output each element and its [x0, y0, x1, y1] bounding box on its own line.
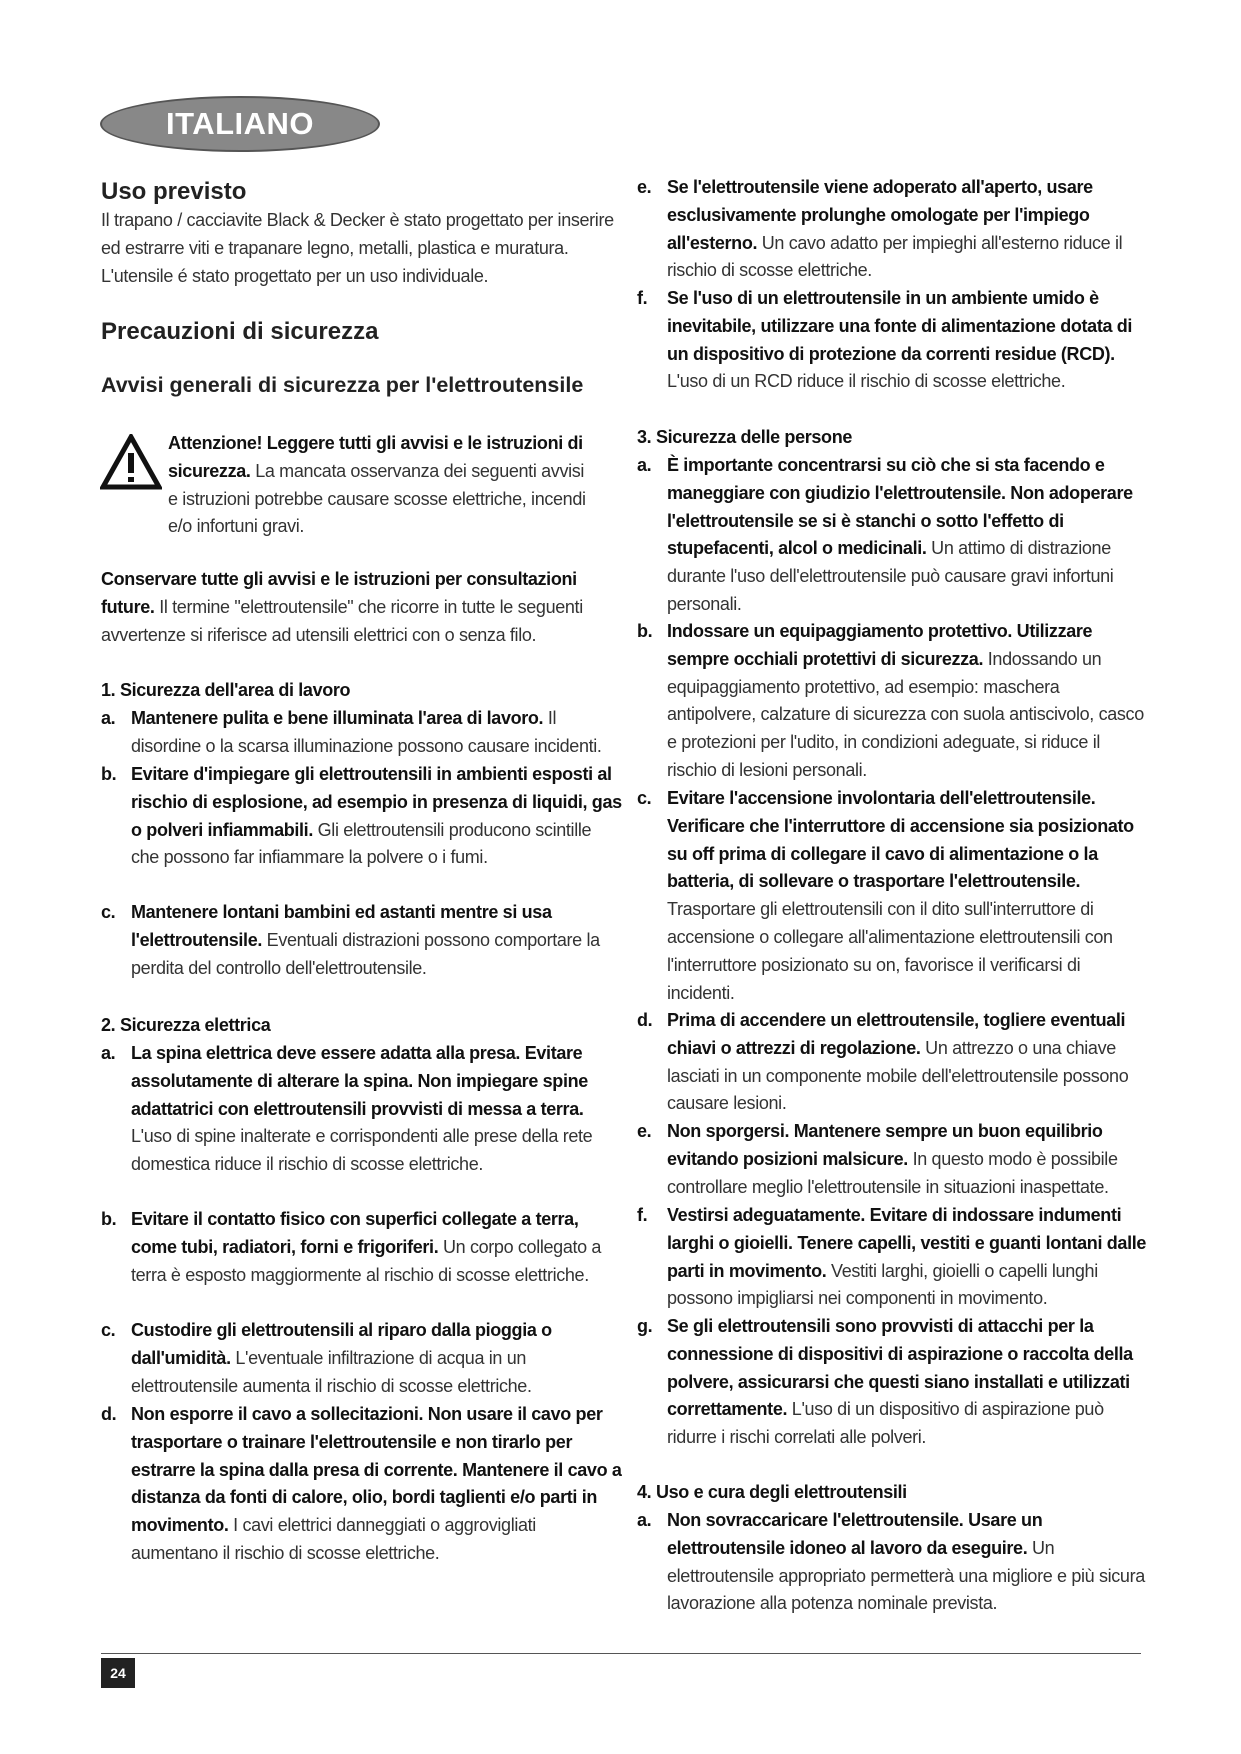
item-text: Eventuali distrazioni possono comportare la perdita del controllo dell'elettroutensile. — [131, 929, 600, 978]
safety-heading: Precauzioni di sicurezza — [101, 318, 379, 345]
item-bold: Indossare un equipaggiamento protettivo. Utilizzare sempre occhiali protettivi di sicurezza. — [667, 621, 1093, 669]
language-tab-label: ITALIANO — [165, 106, 315, 141]
section-2-title: 2. Sicurezza elettrica — [101, 1015, 271, 1035]
item-text: Vestiti larghi, gioielli o capelli lunghi possono impigliarsi nei componenti in movimento. — [667, 1260, 1098, 1309]
list-item — [637, 785, 1149, 1007]
item-text: Un elettroutensile appropriato permetterà una migliore e più sicura lavorazione alla potenza nominale prevista. — [667, 1537, 1145, 1614]
section-3-title: 3. Sicurezza delle persone — [637, 427, 852, 447]
item-label: b. — [101, 764, 117, 784]
section-4-title: 4. Uso e cura degli elettroutensili — [637, 1482, 907, 1502]
item-text: L'eventuale infiltrazione di acqua in un elettroutensile aumenta il rischio di scosse elettriche. — [131, 1347, 532, 1396]
list-item — [637, 1118, 1149, 1201]
safety-subheading: Avvisi generali di sicurezza per l'elettroutensile — [101, 373, 584, 397]
item-label: b. — [101, 1209, 117, 1229]
item-text: Un attrezzo o una chiave lasciati in un componente mobile dell'elettroutensile possono causare lesioni. — [667, 1037, 1129, 1114]
item-label: a. — [101, 1043, 116, 1063]
language-tab — [100, 96, 380, 152]
page-number: 24 — [101, 1658, 135, 1688]
item-text: L'uso di un RCD riduce il rischio di scosse elettriche. — [667, 371, 1066, 392]
item-text: I cavi elettrici danneggiati o aggrovigliati aumentano il rischio di scosse elettriche. — [131, 1515, 536, 1563]
list-item — [101, 705, 623, 761]
item-bold: Se l'uso di un elettroutensile in un ambiente umido è inevitabile, utilizzare una fonte di alimentazione dotata di un dispositivo di protezione da correnti residue (RCD). — [667, 288, 1133, 364]
list-item — [637, 1202, 1149, 1313]
item-text: Un attimo di distrazione durante l'uso dell'elettroutensile può causare gravi infortuni personali. — [667, 538, 1114, 614]
item-bold: Vestirsi adeguatamente. Evitare di indossare indumenti larghi o gioielli. Tenere capelli, vestiti e guanti lontani dalle parti in movimento. — [667, 1205, 1147, 1281]
list-item — [637, 452, 1149, 619]
item-bold: Se gli elettroutensili sono provvisti di attacchi per la connessione di dispositivi di aspirazione o raccolta della polvere, assicurarsi che questi siano installati e utilizzati correttamente. — [667, 1316, 1133, 1420]
intended-use-heading: Uso previsto — [101, 178, 247, 205]
item-label: c. — [101, 1320, 116, 1340]
item-label: c. — [101, 902, 116, 922]
item-text: Un cavo adatto per impieghi all'esterno riduce il rischio di scosse elettriche. — [667, 232, 1123, 281]
item-text: L'uso di spine inalterate e corrispondenti alle prese della rete domestica riduce il rischio di scosse elettriche. — [131, 1126, 593, 1175]
list-item — [637, 618, 1149, 785]
item-label: d. — [637, 1010, 653, 1030]
item-label: e. — [637, 177, 652, 197]
keep-instructions-bold: Conservare tutte gli avvisi e le istruzioni per consultazioni future. — [101, 569, 577, 617]
item-bold: Mantenere lontani bambini ed astanti mentre si usa l'elettroutensile. — [131, 902, 552, 950]
item-bold: Evitare d'impiegare gli elettroutensili in ambienti esposti al rischio di esplosione, ad esempio in presenza di liquidi, gas o polveri infiammabili. — [131, 764, 622, 840]
list-item — [637, 174, 1149, 285]
keep-instructions-text: Il termine "elettroutensile" che ricorre in tutte le seguenti avvertenze si riferisce ad utensili elettrici con o senza filo. — [101, 596, 583, 645]
item-label: a. — [101, 708, 116, 728]
item-bold: Evitare il contatto fisico con superfici collegate a terra, come tubi, radiatori, forni e frigoriferi. — [131, 1209, 579, 1257]
item-text: L'uso di un dispositivo di aspirazione può ridurre i rischi correlati alle polveri. — [667, 1399, 1104, 1448]
keep-instructions-paragraph — [101, 566, 621, 649]
list-item — [101, 1040, 623, 1179]
list-item — [637, 285, 1149, 396]
item-text: Indossando un equipaggiamento protettivo, ad esempio: maschera antipolvere, calzature di sicurezza con suola antiscivolo, casco e protezioni per l'udito, in condizioni adeguate, si riduce il rischio di lesioni personali. — [667, 648, 1144, 780]
list-item — [101, 1401, 623, 1568]
footer-divider — [101, 1653, 1141, 1654]
list-item — [101, 899, 623, 982]
item-label: a. — [637, 455, 652, 475]
list-item — [637, 1507, 1149, 1618]
warning-text: La mancata osservanza dei seguenti avvisi e istruzioni potrebbe causare scosse elettriche, incendi e/o infortuni gravi. — [168, 460, 586, 537]
item-bold: È importante concentrarsi su ciò che si sta facendo e maneggiare con giudizio l'elettroutensile. Non adoperare l'elettroutensile se si è stanchi o sotto l'effetto di stupefacenti, alcol o medicinali. — [667, 455, 1133, 559]
item-bold: La spina elettrica deve essere adatta alla presa. Evitare assolutamente di alterare la spina. Non impiegare spine adattatrici con elettroutensili provvisti di messa a terra. — [131, 1043, 588, 1119]
intended-use-text: Il trapano / cacciavite Black & Decker è stato progettato per inserire ed estrarre viti e trapanare legno, metalli, plastica e muratura. L'utensile é stato progettato per un uso individuale. — [101, 210, 614, 286]
list-item — [101, 1317, 623, 1400]
item-text: Gli elettroutensili producono scintille che possono far infiammare la polvere o i fumi. — [131, 819, 592, 868]
warning-paragraph — [168, 430, 598, 541]
item-label: e. — [637, 1121, 652, 1141]
item-label: f. — [637, 1205, 648, 1225]
item-label: d. — [101, 1404, 117, 1424]
item-text: Trasportare gli elettroutensili con il dito sull'interruttore di accensione o collegare all'alimentazione elettroutensili con l'interruttore posizionato su on, favorisce il verificarsi di incidenti. — [667, 899, 1113, 1003]
list-item — [101, 1206, 623, 1289]
item-bold: Prima di accendere un elettroutensile, togliere eventuali chiavi o attrezzi di regolazione. — [667, 1010, 1126, 1058]
warning-bold: Attenzione! Leggere tutti gli avvisi e le istruzioni di sicurezza. — [168, 433, 583, 481]
item-bold: Non sovraccaricare l'elettroutensile. Usare un elettroutensile idoneo al lavoro da eseguire. — [667, 1510, 1043, 1558]
item-bold: Evitare l'accensione involontaria dell'elettroutensile. Verificare che l'interruttore di accensione sia posizionato su off prima di collegare il cavo di alimentazione o la batteria, di sollevare o trasportare l'elettroutensile. — [667, 788, 1134, 892]
item-bold: Non sporgersi. Mantenere sempre un buon equilibrio evitando posizioni malsicure. — [667, 1121, 1103, 1169]
item-bold: Se l'elettroutensile viene adoperato all'aperto, usare esclusivamente prolunghe omologate per l'impiego all'esterno. — [667, 177, 1093, 253]
warning-triangle-icon — [100, 434, 162, 490]
list-item — [637, 1007, 1149, 1118]
item-label: b. — [637, 621, 653, 641]
list-item — [101, 761, 623, 872]
item-text: Un corpo collegato a terra è esposto maggiormente al rischio di scosse elettriche. — [131, 1236, 602, 1285]
item-bold: Mantenere pulita e bene illuminata l'area di lavoro. — [131, 708, 544, 728]
item-label: f. — [637, 288, 648, 308]
item-label: g. — [637, 1316, 653, 1336]
item-bold: Custodire gli elettroutensili al riparo dalla pioggia o dall'umidità. — [131, 1320, 552, 1368]
section-1-title: 1. Sicurezza dell'area di lavoro — [101, 680, 351, 700]
list-item — [637, 1313, 1149, 1452]
item-text: Il disordine o la scarsa illuminazione possono causare incidenti. — [131, 708, 602, 756]
item-label: c. — [637, 788, 652, 808]
item-label: a. — [637, 1510, 652, 1530]
item-text: In questo modo è possibile controllare meglio l'elettroutensile in situazioni inaspettate. — [667, 1148, 1118, 1197]
item-bold: Non esporre il cavo a sollecitazioni. Non usare il cavo per trasportare o trainare l'elettroutensile e non tirarlo per estrarre la spina dalla presa di corrente. Mantenere il cavo a distanza da fonti di calore, olio, bordi taglienti e/o parti in movimento. — [131, 1404, 622, 1536]
